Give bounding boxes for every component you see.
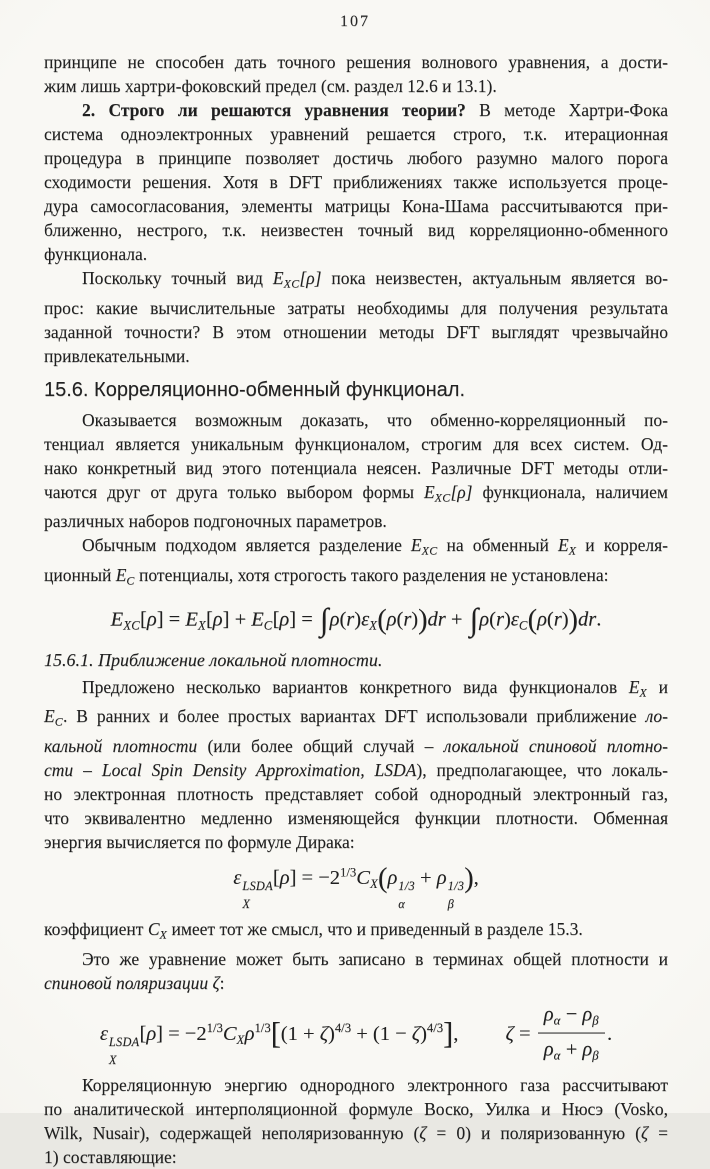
superscript-run: 1/3: [340, 864, 357, 879]
italic-run: ρ: [543, 1038, 554, 1061]
italic-run: r: [403, 608, 412, 631]
italic-run: E: [115, 564, 127, 585]
subscript: X: [108, 1053, 117, 1068]
paragraph: [44, 266, 668, 368]
italic-run: ρ: [582, 1038, 593, 1061]
italic-run: dr: [577, 608, 597, 631]
text-run: Wilk, Nusair), содержащей неполяризованную (: [44, 1122, 420, 1143]
text-run: по аналитической интерполяционной формуле Воско, Уилка и Нюсэ (Vosko,: [44, 1098, 668, 1119]
text-run: Корреляционную энергию однородного электронного газа рассчитывают: [82, 1074, 668, 1095]
text-run: Оказывается возможным доказать, что обменно-корреляционный по-: [82, 409, 668, 430]
superscript: 1/3: [447, 878, 465, 893]
paragraph: [44, 675, 668, 854]
text-run: но электронная плотность представляет собой однородный электронный газ,: [44, 783, 668, 804]
text-run: .: [596, 608, 602, 631]
text-run: функционала, наличием: [472, 481, 669, 502]
integral-sign: ∫: [469, 602, 479, 638]
superscript: 1/3: [398, 878, 415, 893]
text-run: нако конкретный вид этого потенциала неясен. Различные DFT методы отли-: [44, 457, 668, 478]
text-run: ] =: [289, 608, 318, 631]
italic-run: E: [423, 481, 435, 502]
text-line: [44, 563, 668, 593]
text-run: пока неизвестен, актуальным является во-: [321, 268, 668, 288]
text-run: различных наборов подгоночных параметров.: [44, 511, 387, 532]
subscript-run: X: [369, 876, 379, 891]
subscript-run: X: [568, 543, 577, 558]
text-run: тенциал является уникальным функционалом, строгим для всех систем. Од-: [44, 433, 668, 454]
italic-run: ρ: [537, 608, 547, 631]
italic-run: r: [553, 608, 562, 631]
italic-run: локальной спиновой плотно-: [443, 735, 668, 756]
big-paren: ): [464, 862, 474, 894]
text-run: ционный: [44, 564, 116, 585]
italic-run: ρ: [386, 608, 397, 631]
text-run: на обменный: [437, 535, 558, 556]
text-run: и корреля-: [576, 535, 668, 556]
superscript-run: 1/3: [206, 1021, 223, 1036]
italic-run: ζ: [319, 1022, 328, 1045]
text-run: (или более общий случай –: [197, 735, 444, 756]
big-paren: (: [527, 604, 538, 636]
text-line: [44, 98, 668, 122]
fraction-denominator: [538, 1033, 605, 1064]
text-run: ] +: [222, 608, 252, 631]
text-run: ] = −2: [289, 866, 341, 889]
text-line: [44, 782, 668, 806]
text-run: −: [560, 1003, 583, 1026]
text-line: [44, 533, 668, 563]
italic-run: ρ: [479, 608, 490, 631]
text-run: чаются друг от друга только выбором формы: [44, 481, 424, 502]
text-run: В методе Хартри-Фока: [465, 100, 668, 120]
text-line: [44, 734, 668, 758]
text-run: +: [560, 1038, 583, 1061]
italic-run: r: [495, 608, 504, 631]
text-line: [44, 806, 668, 830]
subscript-run: C: [126, 573, 135, 588]
text-run: ): [328, 1022, 335, 1045]
paragraph: [44, 947, 668, 995]
big-paren: (: [377, 604, 387, 636]
paragraph: [44, 98, 668, 266]
text-run: Предложено несколько вариантов конкретного вида функционалов: [82, 676, 629, 697]
italic-run: ρ: [279, 866, 290, 889]
italic-run: ρ: [212, 608, 223, 631]
superscript-run: 4/3: [334, 1021, 352, 1036]
subscript-run: β: [592, 1013, 599, 1028]
italic-run: ρ: [582, 1003, 593, 1026]
text-run: жим лишь хартри-фоковский предел (см. раздел 12.6 и 13.1).: [44, 76, 497, 96]
italic-run: E: [251, 608, 264, 631]
text-line: [44, 74, 668, 98]
text-run: Обычным подходом является разделение: [82, 535, 411, 556]
text-run: (: [396, 608, 404, 631]
italic-run: C: [356, 866, 370, 889]
text-line: [44, 146, 668, 170]
subscript-run: X: [159, 928, 168, 943]
italic-run: ε: [99, 1022, 108, 1045]
stacked-script: [241, 880, 273, 911]
italic-run: ρ: [329, 608, 340, 631]
text-run: . В ранних и более простых вариантах DFT использовали приближение: [62, 706, 646, 727]
text-run: ): [411, 608, 419, 631]
paragraph: [44, 408, 668, 534]
equation-dirac: [44, 861, 668, 911]
text-run: (: [489, 608, 496, 631]
text-run: + (1 −: [351, 1022, 412, 1045]
italic-run: ρ: [543, 1003, 554, 1026]
text-run: .: [607, 1022, 613, 1045]
italic-run: ρ: [279, 608, 290, 631]
italic-run: E: [110, 608, 124, 631]
text-run: =: [513, 1022, 536, 1045]
italic-run: ε: [233, 866, 242, 889]
text-line: [44, 1121, 668, 1145]
text-run: ): [503, 608, 511, 631]
text-run: (1 +: [280, 1022, 320, 1045]
italic-run: сти – Local Spin Density Approximation, LSDA: [44, 759, 417, 780]
section-heading: 15.6. Корреляционно-обменный функционал.: [44, 378, 466, 401]
text-line: [44, 917, 668, 947]
bold-run: 2. Строго ли решаются уравнения теории?: [82, 100, 466, 120]
text-run: (: [546, 608, 554, 631]
superscript: LSDA: [108, 1034, 140, 1049]
text-run: заданной точности? В этом отношении методы DFT выглядят чрезвычайно: [44, 321, 668, 342]
subscript-run: α: [553, 1013, 561, 1028]
text-run: [: [140, 608, 147, 631]
text-run: имеет тот же смысл, что и приведенный в разделе 15.3.: [167, 919, 583, 940]
text-line: [44, 122, 668, 146]
integral-sign: ∫: [319, 602, 329, 638]
italic-run: ζ: [505, 1022, 514, 1045]
text-line: [44, 456, 668, 480]
subscript: X: [242, 897, 251, 912]
text-run: [: [272, 866, 280, 889]
text-run: что эквивалентно медленно изменяющейся функции плотности. Обменная: [44, 807, 668, 828]
stacked-script: [447, 880, 465, 911]
paragraph: [44, 917, 668, 947]
text-run: [: [272, 608, 280, 631]
text-line: [44, 320, 668, 344]
text-run: [: [205, 608, 213, 631]
text-line: [44, 675, 668, 705]
text-line: [44, 947, 668, 971]
subscript-run: C: [263, 618, 273, 633]
text-run: прос: какие вычислительные затраты необходимы для получения результата: [44, 297, 668, 318]
italic-run: спиновой поляризации ζ: [44, 973, 220, 994]
text-run: Поскольку точный вид: [82, 268, 273, 288]
text-line: [44, 1145, 668, 1169]
text-line: [44, 480, 668, 510]
stacked-script: [397, 880, 415, 911]
text-run: +: [414, 866, 437, 889]
page-content: [44, 50, 668, 1169]
text-run: ] =: [156, 608, 186, 631]
big-bracket: [: [270, 1016, 281, 1051]
text-line: [44, 344, 668, 368]
italic-run: кальной плотности: [44, 735, 198, 756]
text-line: [44, 266, 668, 296]
italic-run: C: [222, 1022, 237, 1045]
text-run: дура самосогласования, элементы матрицы Кона-Шама рассчитываются при-: [44, 196, 668, 216]
italic-run: E: [272, 268, 284, 288]
italic-run: C: [147, 919, 160, 940]
text-run: = 0) и поляризованную (: [426, 1122, 641, 1143]
text-line: [44, 971, 668, 995]
text-line: [44, 830, 668, 854]
italic-run: ρ: [387, 866, 398, 889]
text-line: [44, 509, 668, 533]
text-run: +: [445, 608, 468, 631]
text-run: (: [339, 608, 347, 631]
text-run: [: [139, 1022, 147, 1045]
text-run: сходимости решения. Хотя в DFT приближениях также используется проце-: [44, 172, 668, 192]
text-line: [44, 704, 668, 734]
text-run: ): [354, 608, 362, 631]
text-run: принципе не способен дать точного решения волнового уравнения, а дости-: [44, 52, 668, 72]
big-bracket: ]: [443, 1016, 454, 1051]
text-line: [44, 50, 668, 74]
italic-run: ρ: [436, 866, 447, 889]
text-line: [44, 1097, 668, 1121]
subscript-run: C: [518, 618, 528, 633]
italic-run: ρ: [244, 1022, 255, 1045]
italic-run: r: [346, 608, 355, 631]
text-run: ): [420, 1022, 427, 1045]
subscript-run: α: [553, 1048, 561, 1063]
subscript: α: [398, 897, 406, 912]
text-line: [44, 242, 668, 266]
text-line: [44, 218, 668, 242]
superscript: LSDA: [242, 878, 273, 893]
subscript-run: X: [639, 685, 647, 700]
italic-run: E: [44, 706, 55, 727]
text-run: ] = −2: [156, 1022, 207, 1045]
text-run: ближенно, нестрого, т.к. неизвестен точный вид корреляционно-обменного: [44, 220, 668, 240]
text-run: функционала.: [44, 244, 148, 264]
equation-exc-split: [44, 599, 668, 640]
text-line: [44, 432, 668, 456]
fraction: [538, 1002, 605, 1064]
big-paren: ): [568, 604, 578, 636]
subscript-run: X: [197, 618, 206, 633]
italic-run: E: [410, 535, 422, 556]
text-run: и: [647, 676, 668, 697]
subsection-heading: 15.6.1. Приближение локальной плотности.: [44, 649, 383, 670]
italic-run: ρ: [146, 608, 157, 631]
text-run: привлекательными.: [44, 345, 190, 366]
italic-run: ε: [510, 608, 519, 631]
text-run: энергия вычисляется по формуле Дирака:: [44, 831, 355, 852]
text-line: [44, 408, 668, 432]
superscript-run: 1/3: [254, 1021, 271, 1036]
stacked-script: [108, 1036, 140, 1067]
subscript-run: X: [236, 1032, 245, 1047]
subscript-run: XC: [283, 276, 300, 291]
subscript-run: XC: [421, 543, 438, 558]
paragraph: [44, 533, 668, 592]
subscript-run: XC: [123, 618, 141, 633]
text-run: ,: [453, 1022, 459, 1045]
text-run: =: [648, 1122, 668, 1143]
text-line: [44, 296, 668, 320]
italic-run: [ρ]: [299, 268, 322, 288]
text-line: [44, 194, 668, 218]
fraction-numerator: [538, 1002, 605, 1034]
italic-run: ε: [361, 608, 370, 631]
superscript-run: 4/3: [426, 1021, 444, 1036]
text-run: коэффициент: [44, 919, 148, 940]
italic-run: ρ: [146, 1022, 157, 1045]
text-run: процедура в принципе позволяет достичь любого разумно малого порога: [44, 148, 668, 168]
subscript-run: C: [54, 714, 63, 729]
big-paren: (: [378, 862, 388, 894]
subscript: β: [447, 897, 455, 912]
italic-run: ζ: [411, 1022, 421, 1045]
text-run: система одноэлектронных уравнений решается строго, т.к. итерационная: [44, 124, 668, 144]
italic-run: E: [628, 676, 640, 697]
italic-run: ло-: [645, 706, 668, 727]
text-run: 1) составляющие:: [44, 1146, 177, 1167]
text-run: Это же уравнение может быть записано в терминах общей плотности и: [82, 949, 668, 970]
italic-run: ζ: [419, 1122, 427, 1143]
italic-run: E: [557, 535, 569, 556]
text-line: [44, 758, 668, 782]
text-run: :: [219, 973, 225, 994]
italic-run: E: [185, 608, 198, 631]
paragraph: [44, 1073, 668, 1169]
italic-run: dr: [427, 608, 446, 631]
text-line: [44, 1073, 668, 1097]
page-number: 107: [340, 13, 370, 30]
subscript-run: β: [592, 1048, 599, 1063]
text-run: ,: [473, 866, 479, 889]
text-run: ), предполагающее, что локаль-: [416, 759, 668, 780]
subscript-run: XC: [434, 490, 451, 505]
big-paren: ): [418, 604, 428, 636]
italic-run: [ρ]: [450, 481, 473, 502]
text-run: ): [561, 608, 569, 631]
equation-lsda-zeta: [44, 1004, 668, 1067]
text-run: потенциалы, хотя строгость такого разделения не установлена:: [134, 564, 609, 585]
paragraph: [44, 50, 668, 98]
text-line: [44, 170, 668, 194]
italic-run: ζ: [640, 1122, 649, 1143]
subscript-run: X: [369, 618, 378, 633]
